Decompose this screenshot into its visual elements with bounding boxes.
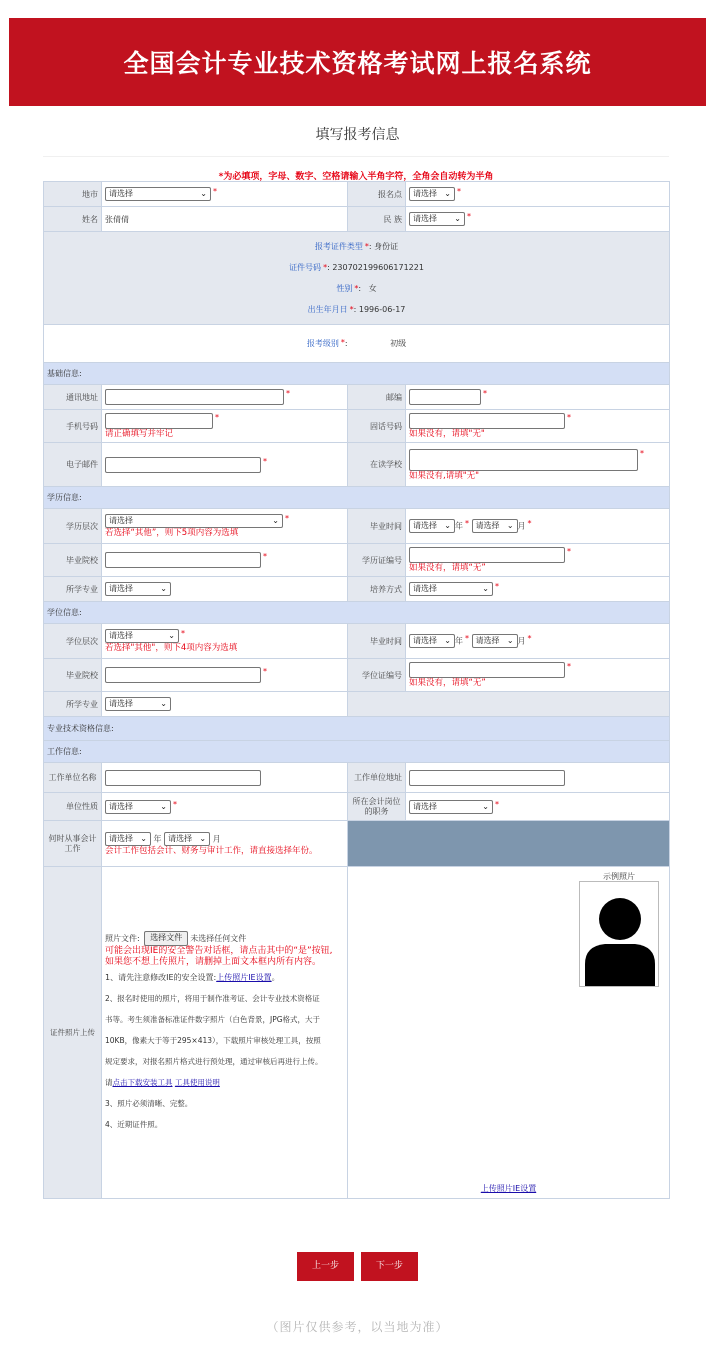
edu-cert-label: 学历证编号 bbox=[348, 544, 406, 577]
ie-settings-bottom-link[interactable]: 上传照片IE设置 bbox=[480, 1184, 537, 1193]
deg-grad-time-label: 毕业时间 bbox=[348, 624, 406, 659]
site-label: 报名点 bbox=[348, 182, 406, 207]
mobile-hint: 请正确填写并牢记 bbox=[105, 429, 174, 439]
position-select[interactable]: 请选择 ⌄ bbox=[409, 800, 493, 814]
sample-photo bbox=[579, 881, 659, 987]
address-input[interactable] bbox=[105, 389, 284, 405]
degree-section-title: 学位信息: bbox=[44, 602, 670, 624]
name-value: 张倩倩 bbox=[102, 207, 348, 232]
next-button[interactable]: 下一步 bbox=[361, 1252, 418, 1281]
mobile-input[interactable] bbox=[105, 413, 213, 429]
sample-photo-panel bbox=[348, 867, 670, 1199]
page-title: 填写报考信息 bbox=[315, 127, 400, 143]
ethnicity-label: 民 族 bbox=[348, 207, 406, 232]
choose-file-button[interactable]: 选择文件 bbox=[144, 931, 188, 946]
id-type-value: 身份证 bbox=[374, 242, 399, 251]
chevron-down-icon: ⌄ bbox=[506, 521, 514, 530]
download-tool-link[interactable]: 点击下载安装工具 bbox=[112, 1077, 173, 1087]
deg-school-input[interactable] bbox=[105, 667, 261, 683]
work-start-label: 何时从事会计工作 bbox=[44, 821, 102, 867]
region-label: 地市 bbox=[44, 182, 102, 207]
edu-mode-select[interactable]: 请选择 ⌄ bbox=[409, 582, 493, 596]
level-value: 初级 bbox=[390, 339, 407, 348]
chevron-down-icon: ⌄ bbox=[140, 833, 147, 843]
gender-value: 女 bbox=[368, 284, 377, 293]
chevron-down-icon: ⌄ bbox=[272, 516, 279, 525]
deg-major-select[interactable]: 请选择 ⌄ bbox=[105, 697, 171, 711]
qualification-section-title: 专业技术资格信息: bbox=[44, 717, 670, 741]
edu-cert-input[interactable] bbox=[409, 547, 565, 563]
unit-address-input[interactable] bbox=[409, 770, 565, 786]
deg-level-label: 学位层次 bbox=[44, 624, 102, 659]
work-start-month-select[interactable]: 请选择 ⌄ bbox=[164, 832, 210, 846]
edu-level-select[interactable]: 请选择 ⌄ bbox=[105, 514, 283, 528]
tool-guide-link[interactable]: 工具使用说明 bbox=[174, 1077, 220, 1087]
school-input[interactable] bbox=[409, 449, 638, 471]
edu-level-label: 学历层次 bbox=[44, 509, 102, 544]
phone-input[interactable] bbox=[409, 413, 565, 429]
phone-hint: 如果没有，请填"无" bbox=[409, 429, 485, 439]
region-select[interactable]: 请选择 ⌄ bbox=[105, 187, 211, 201]
email-label: 电子邮件 bbox=[44, 443, 102, 487]
deg-grad-year-select[interactable]: 请选择 ⌄ bbox=[409, 634, 455, 648]
work-start-year-select[interactable]: 请选择 ⌄ bbox=[105, 832, 151, 846]
chevron-down-icon: ⌄ bbox=[506, 636, 514, 645]
chevron-down-icon: ⌄ bbox=[168, 631, 175, 640]
no-file-text: 未选择任何文件 bbox=[190, 933, 247, 943]
divider bbox=[43, 156, 669, 157]
basic-section-title: 基础信息: bbox=[44, 363, 670, 385]
unit-name-label: 工作单位名称 bbox=[44, 763, 102, 793]
footer-note: （图片仅供参考，以当地为准） bbox=[266, 1320, 449, 1334]
site-title: 全国会计专业技术资格考试网上报名系统 bbox=[123, 49, 592, 78]
birth-value: 1996-06-17 bbox=[358, 305, 406, 314]
unit-type-select[interactable]: 请选择 ⌄ bbox=[105, 800, 171, 814]
unit-type-label: 单位性质 bbox=[44, 793, 102, 821]
edu-school-label: 毕业院校 bbox=[44, 544, 102, 577]
unit-name-input[interactable] bbox=[105, 770, 261, 786]
prev-button[interactable]: 上一步 bbox=[297, 1252, 354, 1281]
chevron-down-icon: ⌄ bbox=[444, 189, 451, 198]
deg-level-hint: 若选择"其他"，则下4项内容为选填 bbox=[105, 643, 238, 653]
site-select[interactable]: 请选择 ⌄ bbox=[409, 187, 455, 201]
required-notice: *为必填项，字母、数字、空格请输入半角字符，全角会自动转为半角 bbox=[218, 172, 494, 182]
chevron-down-icon: ⌄ bbox=[200, 189, 207, 198]
id-number-value: 230702199606171221 bbox=[332, 263, 424, 272]
address-label: 通讯地址 bbox=[44, 385, 102, 410]
email-input[interactable] bbox=[105, 457, 261, 473]
edu-mode-label: 培养方式 bbox=[348, 577, 406, 602]
postcode-input[interactable] bbox=[409, 389, 481, 405]
edu-level-hint: 若选择“其他”，则下5项内容为选填 bbox=[105, 528, 239, 538]
empty-cell bbox=[348, 692, 670, 717]
form-actions bbox=[0, 1252, 715, 1281]
chevron-down-icon: ⌄ bbox=[160, 801, 167, 811]
chevron-down-icon: ⌄ bbox=[482, 584, 489, 593]
chevron-down-icon: ⌄ bbox=[444, 636, 451, 645]
edu-grad-month-select[interactable]: 请选择 ⌄ bbox=[472, 519, 518, 533]
deg-major-label: 所学专业 bbox=[44, 692, 102, 717]
education-section-title: 学历信息: bbox=[44, 487, 670, 509]
edu-major-select[interactable]: 请选择 ⌄ bbox=[105, 582, 171, 596]
name-label: 姓名 bbox=[44, 207, 102, 232]
chevron-down-icon: ⌄ bbox=[444, 521, 451, 530]
deg-level-select[interactable]: 请选择 ⌄ bbox=[105, 629, 179, 643]
ethnicity-select[interactable]: 请选择 ⌄ bbox=[409, 212, 465, 226]
level-row: 报考级别 *: 初级 bbox=[44, 325, 670, 363]
work-section-title: 工作信息: bbox=[44, 741, 670, 763]
school-hint: 如果没有,请填"无" bbox=[409, 470, 480, 481]
deg-cert-label: 学位证编号 bbox=[348, 659, 406, 692]
work-start-hint: 会计工作包括会计、财务与审计工作，请直接选择年份。 bbox=[105, 845, 318, 856]
photo-upload-label: 证件照片上传 bbox=[44, 867, 102, 1199]
no-upload-warning: 如果您不想上传照片，请删掉上面文本框内所有内容。 bbox=[105, 956, 322, 967]
empty-cell bbox=[348, 821, 670, 867]
ie-warning: 可能会出现IE的安全警告对话框，请点击其中的“是”按钮, bbox=[105, 945, 333, 956]
person-silhouette-icon bbox=[580, 882, 659, 987]
deg-cert-hint: 如果没有，请填“无” bbox=[409, 678, 486, 688]
chevron-down-icon: ⌄ bbox=[160, 699, 167, 708]
chevron-down-icon: ⌄ bbox=[482, 801, 489, 811]
ie-settings-link[interactable]: 上传照片IE设置 bbox=[216, 972, 272, 982]
chevron-down-icon: ⌄ bbox=[454, 214, 461, 223]
photo-upload-panel: 照片文件: 选择文件 未选择任何文件 可能会出现IE的安全警告对话框，请点击其中的“是”按钮, 如果您不想上传照片，请删掉上面文本框内所有内容。 1、请先注意修改IE的安全设置:上传照片IE设置。 2、报名时使用的照片，将用于制作准考证、会计专业技术资格证 书等。考生须准备标准证件数字照片（白色背景，JPG格式，大于 10KB，像素大于等于295×413），下载照片审核处理工具，按照 规定要求，对报名照片格式进行预处理，通过审核后再进行上传。 请点击下载安装工具 工具使用说明 3、照片必须清晰、完整。 4、近期证件照。 bbox=[102, 867, 348, 1199]
sample-photo-label: 示例照片 bbox=[603, 872, 635, 881]
unit-address-label: 工作单位地址 bbox=[348, 763, 406, 793]
postcode-label: 邮编 bbox=[348, 385, 406, 410]
edu-cert-hint: 如果没有，请填“无” bbox=[409, 563, 486, 573]
mobile-label: 手机号码 bbox=[44, 410, 102, 443]
school-label: 在读学校 bbox=[348, 443, 406, 487]
deg-school-label: 毕业院校 bbox=[44, 659, 102, 692]
identity-block: 报考证件类型 *: 身份证 证件号码 *: 230702199606171221 性别 *: 女 出生年月日 *: 1996-06-17 bbox=[44, 232, 670, 325]
deg-cert-input[interactable] bbox=[409, 662, 565, 678]
edu-grad-year-select[interactable]: 请选择 ⌄ bbox=[409, 519, 455, 533]
chevron-down-icon: ⌄ bbox=[160, 584, 167, 593]
chevron-down-icon: ⌄ bbox=[199, 833, 207, 843]
edu-grad-time-label: 毕业时间 bbox=[348, 509, 406, 544]
edu-major-label: 所学专业 bbox=[44, 577, 102, 602]
edu-school-input[interactable] bbox=[105, 552, 261, 568]
deg-grad-month-select[interactable]: 请选择 ⌄ bbox=[472, 634, 518, 648]
position-label: 所在会计岗位的职务 bbox=[348, 793, 406, 821]
site-header bbox=[9, 18, 706, 106]
registration-form: 地市 请选择 ⌄ * 报名点 请选择 ⌄ * 姓名 张倩倩 民 族 请选择 ⌄ * 报考证件类型 *: 身份证 证件号码 *: 230702199606171221 性别 *: 女 出生年月日 *: 1996-06-17 报考级别 *: 初级 基础信息: 通讯地址 * 邮编 * 手机号码 * 请正确填写并牢记 固话号码 * 如果没有，请填"无" 电子邮件 * 在读学校 * 如果没有,请填"无" 学历信息: 学历层次 请选择 ⌄ * 若选择“其他”，则下5项内容为选填 毕业时间 请选择 ⌄ 年 * 请选择 ⌄ 月 * 毕业院校 * 学历证编号 * 如果没有，请填“无” 所学专业 请选择 ⌄ 培养方式 请选择 ⌄ * 学位信息: 学位层次 请选择 ⌄ * 若选择"其他"，则下4项内容为选填 毕业时间 请选择 ⌄ 年 * 请选择 ⌄ 月 * 毕业院校 * 学位证编号 * 如果没有，请填“无” 所学专业 请选择 ⌄ 专业技术资格信息: 工作信息: 工作单位名称 工作单位地址 单位性质 请选择 ⌄ * 所在会计岗位的职务 请选择 ⌄ * 何时从事会计工作 请选择 ⌄ 年 请选择 ⌄ 月 会计工作包括会计、财务与审计工作，请直接选择年份。 证件照片上传 照片文件: 选择文件 未选择任何文件 可能会出现IE的安全警告对话框，请点击其中的“是”按钮, 如果您不想上传照片，请删掉上面文本框内所有内容。 1、请先注意修改IE的安全设置:上传照片IE设置。 2、报名时使用的照片，将用于制作准考证、会计专业技术资格证 书等。考生须准备标准证件数字照片（白色背景，JPG格式，大于 10KB，像素大于等于295×413），下载照片审核处理工具，按照 规定要求，对报名照片格式进行预处理，通过审核后再进行上传。 请点击下载安装工具 工具使用说明 3、照片必须清晰、完整。 4、近期证件照。 示例照片 上传照片IE设置 bbox=[43, 181, 669, 1199]
phone-label: 固话号码 bbox=[348, 410, 406, 443]
